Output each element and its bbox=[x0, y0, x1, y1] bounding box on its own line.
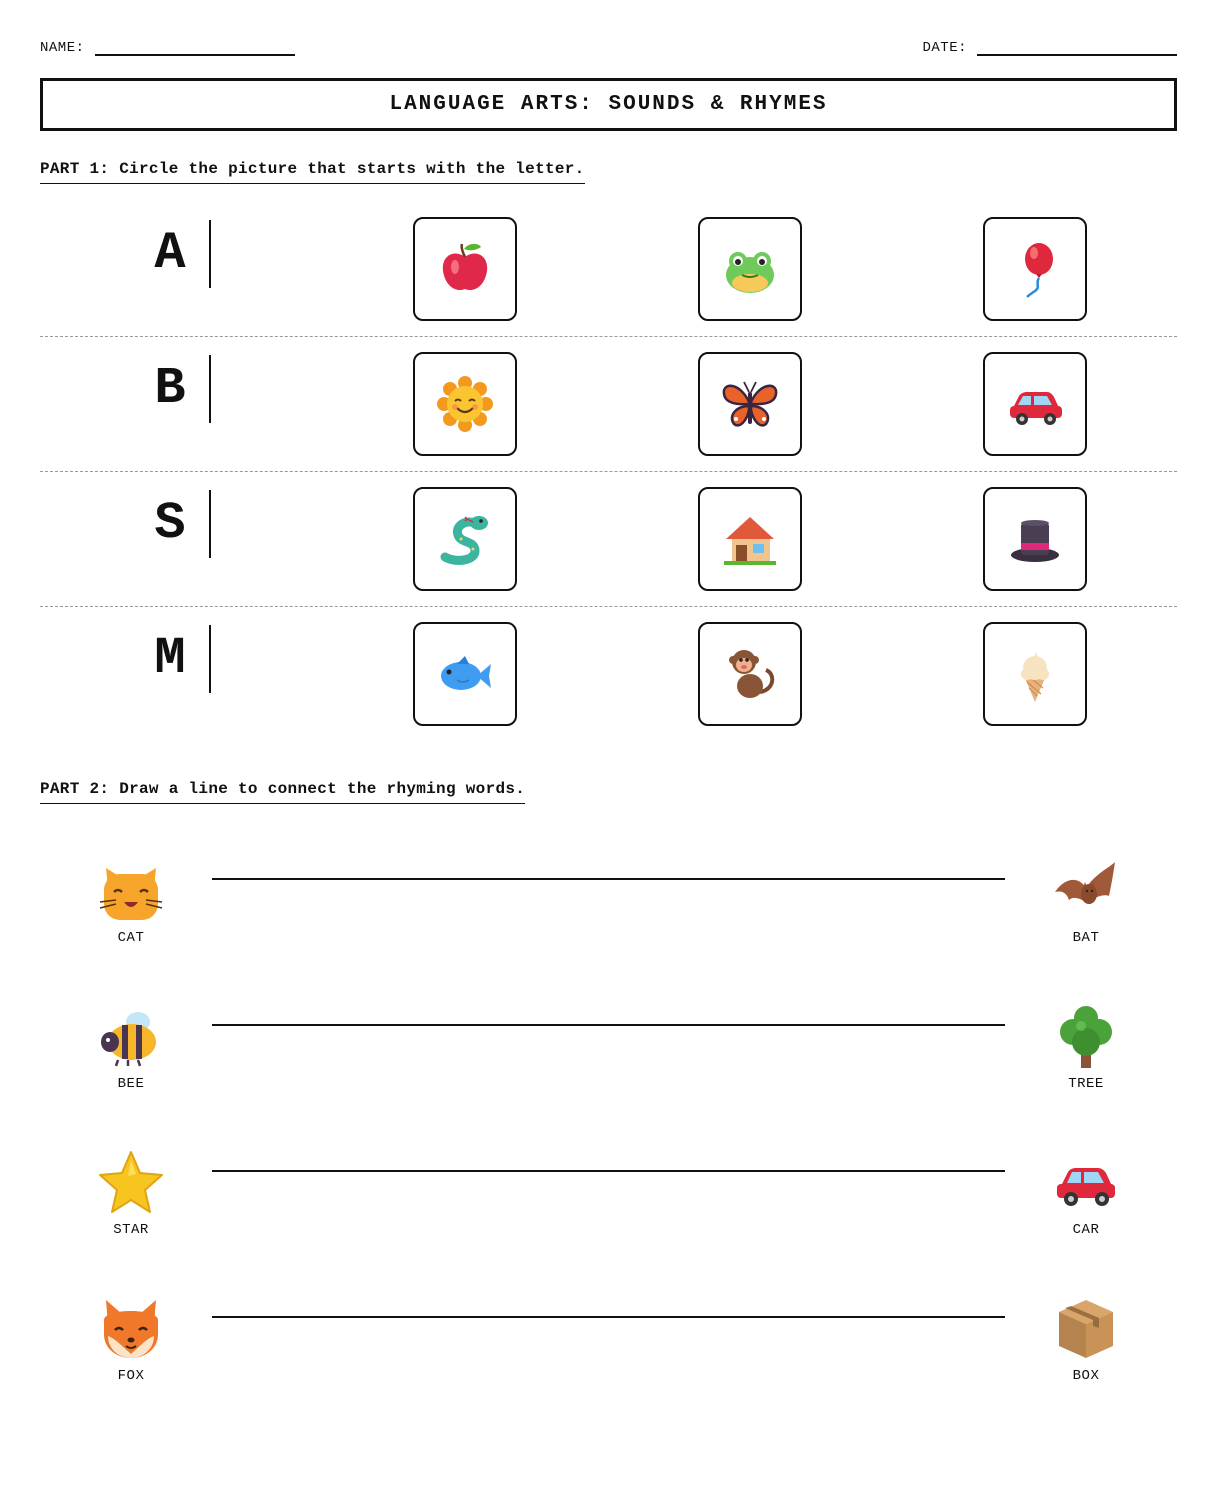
bee-icon bbox=[98, 1004, 164, 1070]
fish-icon bbox=[435, 644, 495, 704]
connect-line[interactable] bbox=[212, 1170, 1005, 1172]
rhyme-word: FOX bbox=[117, 1368, 145, 1384]
part2-heading: PART 2: Draw a line to connect the rhyming words. bbox=[40, 780, 525, 804]
picture-option[interactable] bbox=[698, 622, 802, 726]
picture-option[interactable] bbox=[983, 622, 1087, 726]
row-letter: M bbox=[154, 629, 186, 688]
rhyme-row bbox=[0, 1144, 1217, 1290]
name-line[interactable] bbox=[95, 38, 295, 56]
bat-icon bbox=[1053, 858, 1119, 924]
rhyme-picture[interactable] bbox=[1051, 1148, 1121, 1218]
worksheet-title: LANGUAGE ARTS: SOUNDS & RHYMES bbox=[389, 93, 828, 116]
rhyme-row bbox=[0, 852, 1217, 998]
rhyme-word: BOX bbox=[1072, 1368, 1100, 1384]
cat-icon bbox=[98, 858, 164, 924]
picture-option[interactable] bbox=[698, 217, 802, 321]
row-letter: B bbox=[154, 359, 186, 418]
rhyme-word: STAR bbox=[113, 1222, 149, 1238]
row-letter: S bbox=[154, 494, 186, 553]
house-icon bbox=[720, 509, 780, 569]
picture-option[interactable] bbox=[983, 352, 1087, 456]
letter-row-b bbox=[40, 337, 1177, 472]
frog-icon bbox=[720, 239, 780, 299]
title-box bbox=[40, 78, 1177, 131]
date-label: DATE: bbox=[922, 40, 967, 56]
picture-option[interactable] bbox=[698, 487, 802, 591]
rhyme-word: BAT bbox=[1072, 930, 1100, 946]
row-letter: A bbox=[154, 224, 186, 283]
letter-divider bbox=[209, 625, 211, 693]
date-line[interactable] bbox=[977, 38, 1177, 56]
connect-line[interactable] bbox=[212, 1316, 1005, 1318]
car-icon bbox=[1053, 1150, 1119, 1216]
sun-icon bbox=[435, 374, 495, 434]
letter-row-a bbox=[40, 202, 1177, 337]
star-icon bbox=[98, 1150, 164, 1216]
rhyme-picture[interactable] bbox=[96, 1002, 166, 1072]
name-label: NAME: bbox=[40, 40, 85, 56]
worksheet-header bbox=[40, 38, 1177, 60]
rhyme-picture[interactable] bbox=[96, 856, 166, 926]
rhyme-row bbox=[0, 998, 1217, 1144]
ice-cream-icon bbox=[1005, 644, 1065, 704]
car-icon bbox=[1005, 374, 1065, 434]
picture-option[interactable] bbox=[413, 352, 517, 456]
picture-option[interactable] bbox=[413, 217, 517, 321]
date-field bbox=[922, 38, 1177, 56]
letter-divider bbox=[209, 490, 211, 558]
letter-divider bbox=[209, 355, 211, 423]
connect-line[interactable] bbox=[212, 1024, 1005, 1026]
letter-divider bbox=[209, 220, 211, 288]
tree-icon bbox=[1053, 1004, 1119, 1070]
rhyme-picture[interactable] bbox=[1051, 1294, 1121, 1364]
balloon-icon bbox=[1005, 239, 1065, 299]
picture-option[interactable] bbox=[413, 487, 517, 591]
rhyme-word: BEE bbox=[117, 1076, 145, 1092]
letter-row-s bbox=[40, 472, 1177, 607]
butterfly-icon bbox=[720, 374, 780, 434]
rhyme-picture[interactable] bbox=[96, 1294, 166, 1364]
fox-icon bbox=[98, 1296, 164, 1362]
picture-option[interactable] bbox=[698, 352, 802, 456]
snake-icon bbox=[435, 509, 495, 569]
box-icon bbox=[1053, 1296, 1119, 1362]
rhyme-picture[interactable] bbox=[1051, 1002, 1121, 1072]
rhyme-word: TREE bbox=[1068, 1076, 1104, 1092]
picture-option[interactable] bbox=[983, 217, 1087, 321]
part1-heading: PART 1: Circle the picture that starts with the letter. bbox=[40, 160, 585, 184]
apple-icon bbox=[435, 239, 495, 299]
top-hat-icon bbox=[1005, 509, 1065, 569]
picture-option[interactable] bbox=[413, 622, 517, 726]
rhyme-word: CAT bbox=[117, 930, 145, 946]
rhyme-row bbox=[0, 1290, 1217, 1436]
rhyme-picture[interactable] bbox=[96, 1148, 166, 1218]
connect-line[interactable] bbox=[212, 878, 1005, 880]
picture-option[interactable] bbox=[983, 487, 1087, 591]
rhyme-picture[interactable] bbox=[1051, 856, 1121, 926]
name-field bbox=[40, 38, 295, 56]
letter-row-m bbox=[40, 607, 1177, 742]
monkey-icon bbox=[720, 644, 780, 704]
rhyme-word: CAR bbox=[1072, 1222, 1100, 1238]
